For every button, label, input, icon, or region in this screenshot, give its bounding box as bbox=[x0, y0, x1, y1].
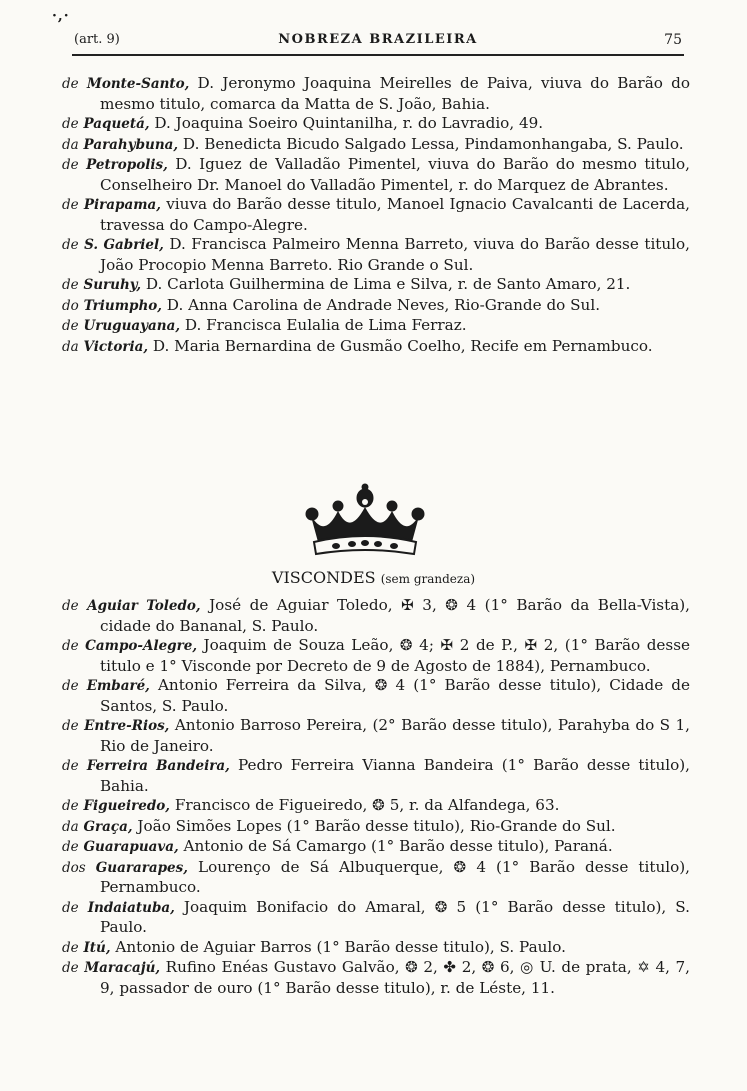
entry bbox=[62, 756, 690, 796]
entry-preposition: de bbox=[62, 899, 79, 916]
entry-preposition: da bbox=[62, 338, 79, 355]
entry-preposition: de bbox=[62, 638, 79, 654]
entry-text: D. Iguez de Valladão Pimentel, viuva do Barão do mesmo titulo, Conselheiro Dr. Manoel do Valladão Pimentel, r. do Marquez de Abrantes. bbox=[100, 155, 690, 194]
entry-text: José de Aguiar Toledo, ✠ 3, ❂ 4 (1° Barão da Bella-Vista), cidade do Bananal, S. Paulo. bbox=[100, 596, 691, 635]
entry-title-place: Suruhy, bbox=[83, 277, 142, 293]
running-title: NOBREZA BRAZILEIRA bbox=[278, 32, 478, 47]
entry-title-place: Ferreira Bandeira, bbox=[86, 758, 230, 774]
entry bbox=[62, 817, 690, 838]
entry bbox=[62, 296, 690, 317]
entry-preposition: de bbox=[62, 718, 79, 734]
entry-text: Pedro Ferreira Vianna Bandeira (1° Barão desse titulo), Bahia. bbox=[100, 756, 690, 795]
entry bbox=[62, 898, 690, 938]
entry bbox=[62, 958, 690, 998]
viscondes-list bbox=[62, 596, 690, 998]
entry-text: D. Carlota Guilhermina de Lima e Silva, r. de Santo Amaro, 21. bbox=[141, 275, 631, 293]
entry-preposition: de bbox=[62, 758, 79, 774]
entry-title-place: Triumpho, bbox=[83, 297, 162, 314]
entry-text: D. Maria Bernardina de Gusmão Coelho, Recife em Pernambuco. bbox=[148, 336, 653, 355]
entry-title-place: Paquetá, bbox=[83, 116, 150, 132]
baronesas-list bbox=[62, 74, 690, 357]
entry-text: Francisco de Figueiredo, ❂ 5, r. da Alfandega, 63. bbox=[170, 796, 560, 814]
entry-preposition: de bbox=[62, 598, 79, 614]
entry-title-place: Pirapama, bbox=[83, 197, 161, 213]
crown-icon bbox=[300, 478, 430, 560]
entry-preposition: de bbox=[62, 76, 79, 92]
entry-text: João Simões Lopes (1° Barão desse titulo), Rio-Grande do Sul. bbox=[132, 816, 616, 835]
section-heading bbox=[0, 568, 747, 587]
page-header bbox=[74, 32, 682, 52]
entry-preposition: dos bbox=[62, 859, 86, 876]
entry-preposition: de bbox=[62, 798, 79, 814]
entry-text: Joaquim Bonifacio do Amaral, ❂ 5 (1° Barão desse titulo), S. Paulo. bbox=[100, 897, 690, 936]
entry bbox=[62, 275, 690, 296]
entry-preposition: de bbox=[62, 237, 79, 253]
entry bbox=[62, 155, 690, 195]
entry-title-place: Embaré, bbox=[86, 678, 150, 694]
entry-preposition: de bbox=[62, 939, 79, 956]
entry-title-place: Graça, bbox=[83, 818, 133, 835]
entry-text: Antonio de Sá Camargo (1° Barão desse titulo), Paraná. bbox=[178, 837, 613, 855]
page-number: 75 bbox=[664, 32, 682, 48]
entry-title-place: Entre-Rios, bbox=[84, 718, 170, 734]
entry-title-place: Maracajú, bbox=[84, 960, 161, 976]
section-title: VISCONDES bbox=[271, 568, 376, 587]
entry-text: Antonio Barroso Pereira, (2° Barão desse titulo), Parahyba do S 1, Rio de Janeiro. bbox=[100, 716, 691, 755]
entry bbox=[62, 716, 690, 756]
entry bbox=[62, 636, 690, 676]
entry-text: Rufino Enéas Gustavo Galvão, ❂ 2, ✤ 2, ❂ 6, ◎ U. de prata, ✡ 4, 7, 9, passador de ouro (1° Barão desse titulo), r. de Léste, 11. bbox=[100, 958, 691, 997]
section-subtitle: (sem grandeza) bbox=[380, 572, 476, 586]
entry bbox=[62, 195, 690, 235]
entry-text: D. Benedicta Bicudo Salgado Lessa, Pindamonhangaba, S. Paulo. bbox=[178, 134, 684, 153]
entry bbox=[62, 676, 690, 716]
entry bbox=[62, 596, 690, 636]
entry-preposition: de bbox=[62, 157, 79, 173]
entry-preposition: de bbox=[62, 839, 79, 855]
entry-preposition: do bbox=[62, 297, 79, 314]
entry-preposition: de bbox=[62, 197, 79, 213]
entry-title-place: Guararapes, bbox=[95, 859, 188, 876]
entry-preposition: de bbox=[62, 678, 79, 694]
entry-title-place: Indaiatuba, bbox=[87, 899, 175, 916]
entry bbox=[62, 316, 690, 337]
entry-text: viuva do Barão desse titulo, Manoel Ignacio Cavalcanti de Lacerda, travessa do Campo-Alegre. bbox=[100, 195, 691, 234]
entry-text: D. Joaquina Soeiro Quintanilha, r. do Lavradio, 49. bbox=[149, 114, 544, 132]
entry-preposition: de bbox=[62, 960, 79, 976]
corner-speck: ·,· bbox=[52, 8, 70, 24]
entry bbox=[62, 337, 690, 358]
entry-title-place: Petropolis, bbox=[86, 157, 168, 173]
entry-title-place: Aguiar Toledo, bbox=[87, 598, 201, 614]
entry-title-place: Victoria, bbox=[83, 338, 149, 355]
entry bbox=[62, 938, 690, 959]
entry-text: Lourenço de Sá Albuquerque, ❂ 4 (1° Barão desse titulo), Pernambuco. bbox=[100, 857, 690, 896]
entry-title-place: Campo-Alegre, bbox=[85, 638, 198, 654]
entry-text: D. Francisca Eulalia de Lima Ferraz. bbox=[180, 316, 467, 334]
entry-title-place: Parahybuna, bbox=[83, 136, 179, 153]
entry bbox=[62, 796, 690, 817]
entry-text: Joaquim de Souza Leão, ❂ 4; ✠ 2 de P., ✠ 2, (1° Barão desse titulo e 1° Visconde por Decreto de 9 de Agosto de 1884), Pernambuco. bbox=[100, 636, 690, 675]
entry-preposition: da bbox=[62, 818, 79, 835]
entry-preposition: de bbox=[62, 318, 79, 334]
entry bbox=[62, 74, 690, 114]
entry-text: D. Anna Carolina de Andrade Neves, Rio-Grande do Sul. bbox=[161, 295, 601, 314]
article-ref: (art. 9) bbox=[74, 32, 120, 47]
entry bbox=[62, 114, 690, 135]
entry bbox=[62, 858, 690, 898]
entry-text: D. Jeronymo Joaquina Meirelles de Paiva, viuva do Barão do mesmo titulo, comarca da Matta de S. João, Bahia. bbox=[100, 74, 690, 113]
entry-title-place: Guarapuava, bbox=[83, 839, 179, 855]
entry-text: Antonio de Aguiar Barros (1° Barão desse titulo), S. Paulo. bbox=[110, 937, 566, 956]
entry-title-place: S. Gabriel, bbox=[84, 237, 164, 253]
entry-text: D. Francisca Palmeiro Menna Barreto, viuva do Barão desse titulo, João Procopio Menna Barreto. Rio Grande o Sul. bbox=[100, 235, 691, 274]
entry-title-place: Itú, bbox=[83, 939, 111, 956]
entry bbox=[62, 235, 690, 275]
entry bbox=[62, 135, 690, 156]
header-rule bbox=[72, 54, 684, 56]
entry-preposition: de bbox=[62, 116, 79, 132]
entry bbox=[62, 837, 690, 858]
entry-title-place: Figueiredo, bbox=[83, 798, 170, 814]
entry-preposition: de bbox=[62, 277, 79, 293]
entry-title-place: Monte-Santo, bbox=[86, 76, 190, 92]
entry-title-place: Uruguayana, bbox=[83, 318, 181, 334]
entry-preposition: da bbox=[62, 136, 79, 153]
entry-text: Antonio Ferreira da Silva, ❂ 4 (1° Barão desse titulo), Cidade de Santos, S. Paulo. bbox=[100, 676, 691, 715]
